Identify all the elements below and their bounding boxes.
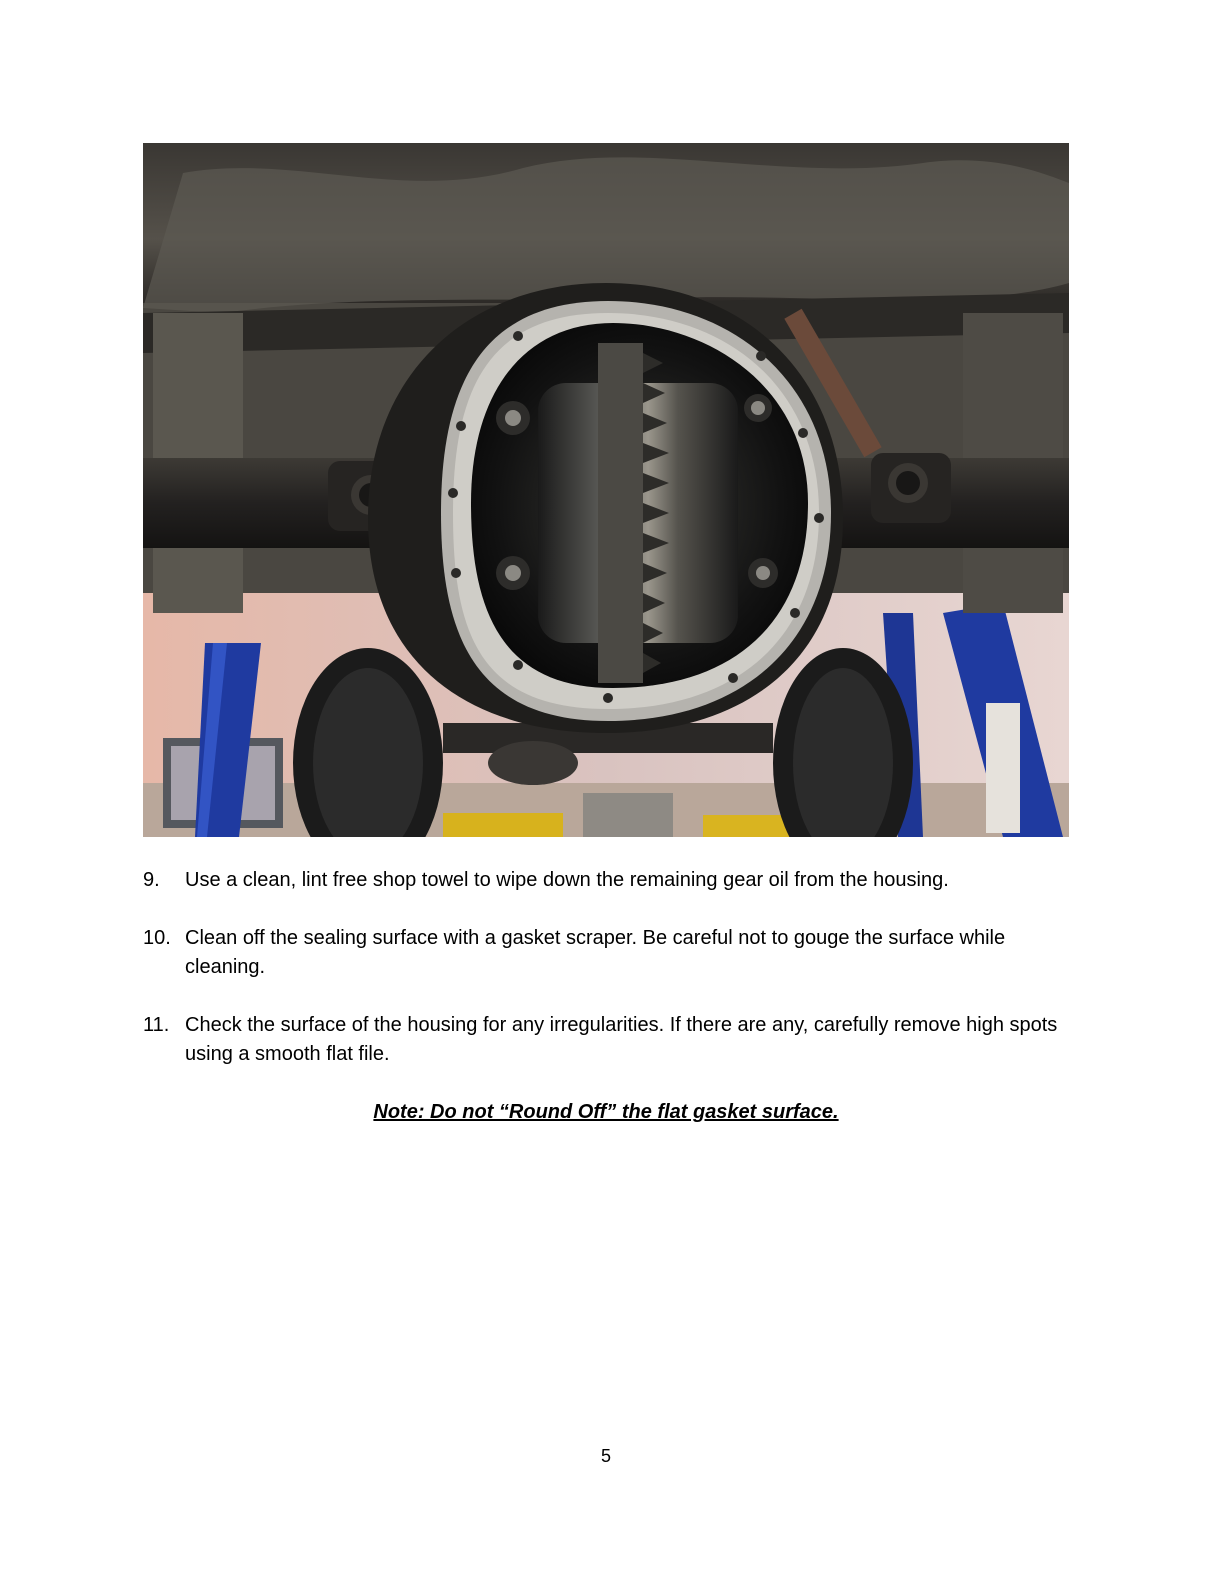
step-number: 11. — [143, 1014, 170, 1036]
step-text: Clean off the sealing surface with a gasket scraper. Be careful not to gouge the surface while cleaning. — [185, 927, 1006, 978]
step-text: Check the surface of the housing for any irregularities. If there are any, carefully remove high spots using a smooth flat file. — [185, 1014, 1058, 1065]
gasket-note: Note: Do not “Round Off” the flat gasket surface. — [373, 1101, 839, 1123]
step-item — [143, 1011, 1069, 1069]
step-item — [143, 866, 1069, 895]
differential-housing-photo — [143, 143, 1069, 837]
procedure-steps — [143, 866, 1069, 1098]
step-text: Use a clean, lint free shop towel to wipe down the remaining gear oil from the housing. — [185, 869, 949, 891]
step-number: 9. — [143, 869, 160, 891]
page-number: 5 — [600, 1446, 611, 1466]
step-number: 10. — [143, 927, 171, 949]
step-item — [143, 924, 1069, 982]
